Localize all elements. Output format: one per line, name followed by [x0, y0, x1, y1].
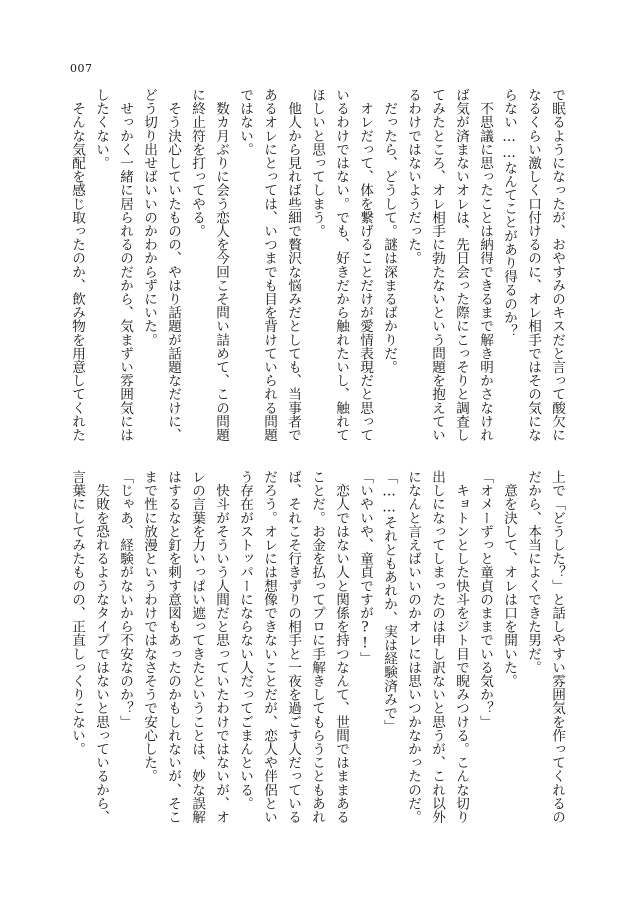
text-line: ことだ。お金を払ってプロに手解きしてもらうこともあれ: [309, 470, 325, 824]
text-line: てみたところ、オレ相手に勃たないという問題を抱えてい: [429, 88, 445, 442]
text-line: う存在がストッパーにならない人だってごまんといる。: [237, 470, 253, 810]
text-line: レの言葉を力いっぱい遮ってきたということは、妙な誤解: [189, 470, 205, 824]
text-line: ば気が済まないオレは、先日会った際にこっそりと調査し: [453, 88, 469, 442]
text-line: あるオレにとっては、いつまでも目を背けていられる問題: [261, 88, 277, 442]
text-line: になんと言えばいいのかオレには思いつかなかったのだ。: [405, 470, 421, 824]
text-line: らない……なんてことがあり得るのか？: [501, 88, 517, 338]
text-line: 言葉にしてみたものの、正直しっくりこない。: [69, 470, 85, 756]
text-line: 意を決して、オレは口を開いた。: [501, 470, 517, 688]
text-line: キョトンとした快斗をジト目で睨みつける。こんな切り: [453, 470, 469, 824]
text-line: だろう。オレには想像できないことだが、恋人や伴侶とい: [261, 470, 277, 824]
text-line: はするなと釘を刺す意図もあったのかもしれないが、そこ: [165, 470, 181, 824]
text-line: 快斗がそういう人間だと思っていたわけではないが、オ: [213, 470, 229, 824]
text-line: どう切り出せばいいのかわからずにいた。: [141, 88, 157, 347]
text-line: だから、本当によくできた男だ。: [525, 470, 541, 674]
text-line: るわけではないようだった。: [405, 88, 421, 265]
text-line: 「いやいや、童貞ですが?!」: [357, 470, 373, 666]
upper-text-block: [69, 88, 565, 448]
text-line: いるわけではない。でも、好きだから触れたいし、触れて: [333, 88, 349, 442]
page-number: 007: [70, 62, 93, 75]
text-line: オレだって、体を繋げることだけが愛情表現だと思って: [357, 88, 373, 442]
text-line: 不思議に思ったことは納得できるまで解き明かさなけれ: [477, 88, 493, 442]
text-line: ば、それこそ行きずりの相手と一夜を過ごす人だっている: [285, 470, 301, 824]
text-line: に終止符を打ってやる。: [189, 88, 205, 238]
text-line: ではない。: [237, 88, 253, 156]
text-line: 他人から見れば些細で贅沢な悩みだとしても、当事者で: [285, 88, 301, 442]
text-line: 上で「どうした？」と話しやすい雰囲気を作ってくれるの: [549, 470, 565, 824]
text-line: 失敗を恐れるようなタイプではないと思っているから、: [93, 470, 109, 824]
text-line: で眠るようになったが、おやすみのキスだと言って酸欠に: [549, 88, 565, 442]
text-line: 数カ月ぶりに会う恋人を今回こそ問い詰めて、この問題: [213, 88, 229, 442]
text-line: 「……それともあれか、実は経験済みで」: [381, 470, 397, 734]
text-line: まで性に放漫というわけではなさそうで安心した。: [141, 470, 157, 783]
lower-text-block: [69, 470, 565, 824]
text-line: 恋人ではない人と関係を持つなんて、世間ではままある: [333, 470, 349, 824]
text-line: そう決心していたものの、やはり話題が話題なだけに、: [165, 88, 181, 442]
text-line: せっかく一緒に居られるのだから、気まずい雰囲気には: [117, 88, 133, 442]
text-line: そんな気配を感じ取ったのか、飲み物を用意してくれた: [69, 88, 85, 442]
text-line: なるくらい激しく口付けるのに、オレ相手ではその気にな: [525, 88, 541, 442]
text-line: ほしいと思ってしまう。: [309, 88, 325, 238]
text-line: だったら、どうして。謎は深まるばかりだ。: [381, 88, 397, 374]
text-line: 「オメーずっと童貞のままでいる気か？」: [477, 470, 493, 729]
text-line: 「じゃあ、経験がないから不安なのか？」: [117, 470, 133, 729]
text-line: したくない。: [93, 88, 109, 170]
text-line: 出しになってしまったのは申し訳ないと思うが、これ以外: [429, 470, 445, 824]
